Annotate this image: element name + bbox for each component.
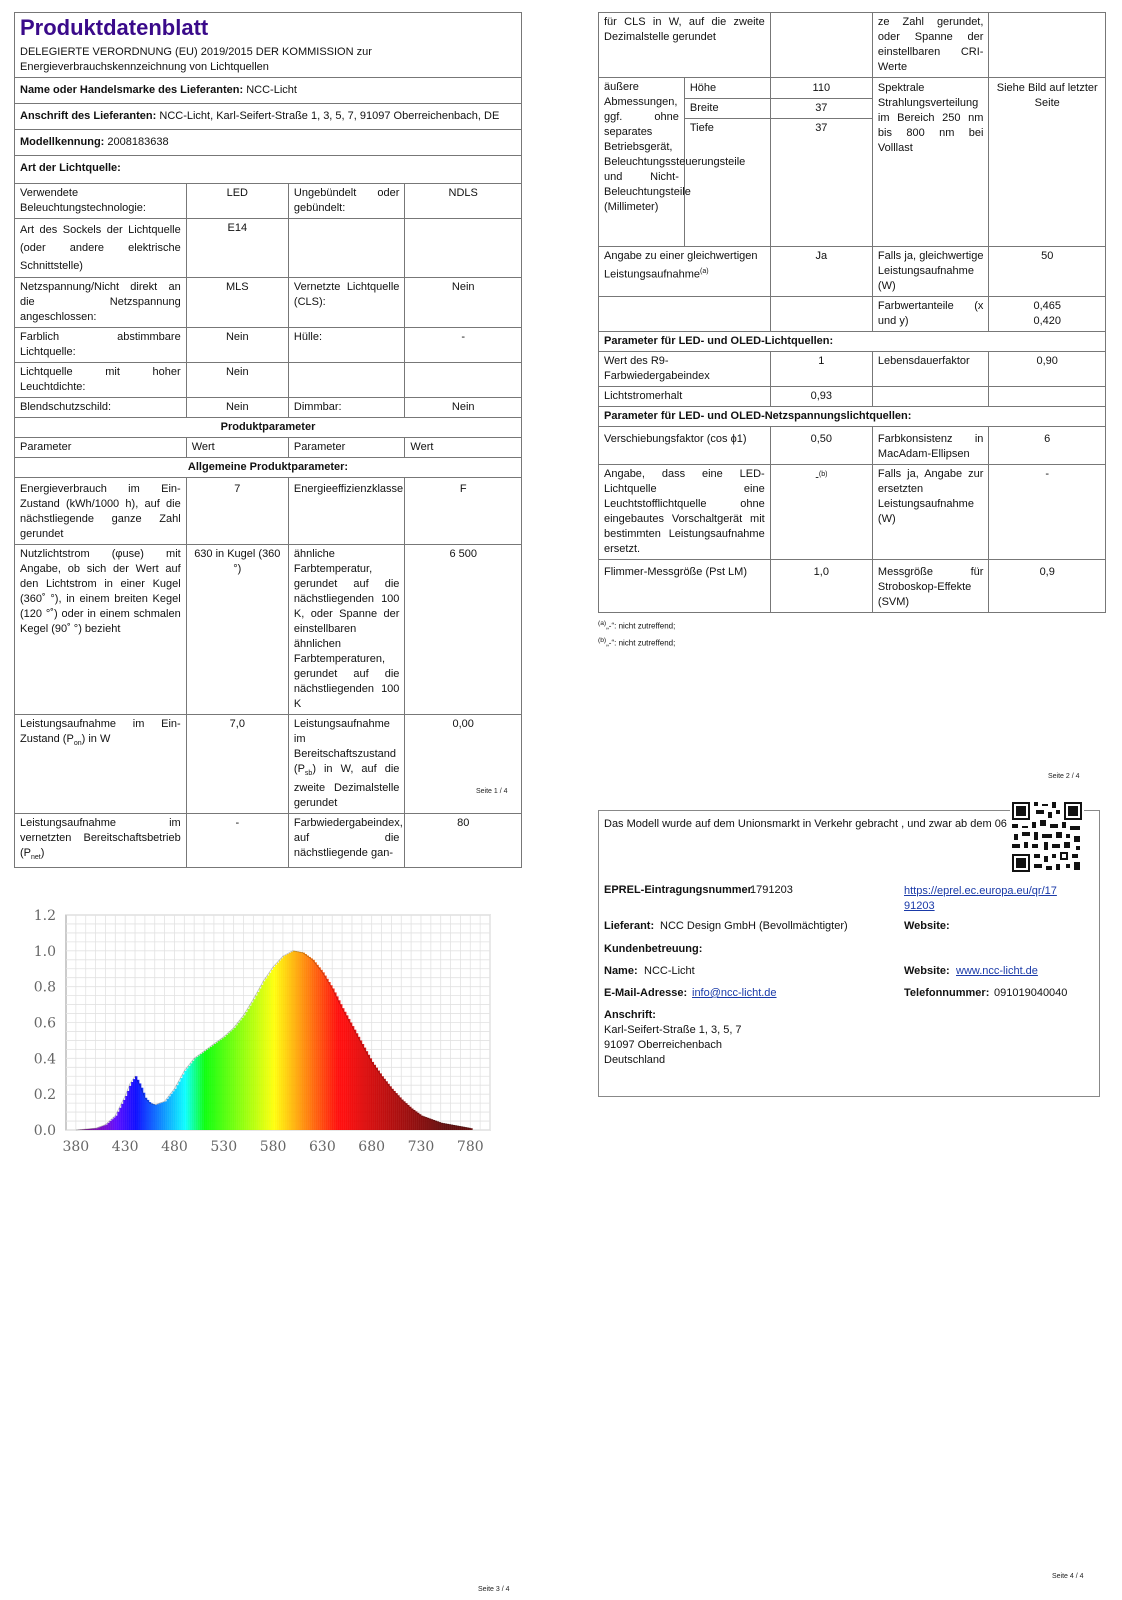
param-label: Energieverbrauch im Ein-Zustand (kWh/1000 h), auf die nächstliegende ganze Zahl gerundet bbox=[15, 478, 187, 545]
spec-value: LED bbox=[186, 184, 288, 219]
x-tick-label: 480 bbox=[161, 1139, 188, 1155]
param-label: Wert des R9-Farbwiedergabeindex bbox=[599, 352, 771, 387]
market-text: Das Modell wurde auf dem Unionsmarkt in Verkehr gebracht , und zwar ab dem 06 bbox=[604, 818, 1007, 830]
spec-param: Dimmbar: bbox=[288, 398, 405, 418]
param-label: Farbkonsistenz in MacAdam-Ellipsen bbox=[872, 427, 989, 465]
spec-value: - bbox=[405, 328, 522, 363]
spec-value bbox=[405, 219, 522, 278]
param-label: Farbwiedergabeindex, auf die nächstliegende gan- bbox=[288, 814, 405, 868]
param-value: 1,0 bbox=[770, 560, 872, 613]
x-tick-label: 380 bbox=[62, 1139, 90, 1155]
supplier-label: Lieferant: bbox=[604, 920, 655, 932]
param-label: Falls ja, Angabe zur ersetzten Leistungsaufnahme (W) bbox=[872, 465, 989, 560]
x-tick-label: 680 bbox=[358, 1139, 386, 1155]
param-value: 0,465 0,420 bbox=[989, 297, 1106, 332]
model-label: Modellkennung: bbox=[20, 136, 105, 148]
param-row bbox=[599, 352, 1106, 387]
page-number: Seite 3 / 4 bbox=[478, 1586, 510, 1593]
section-general-params: Allgemeine Produktparameter: bbox=[15, 458, 522, 478]
param-value: 1 bbox=[770, 352, 872, 387]
page-number: Seite 2 / 4 bbox=[1048, 773, 1080, 780]
param-value: 0,9 bbox=[989, 560, 1106, 613]
spec-param: Blendschutzschild: bbox=[15, 398, 187, 418]
section-mains-params: Parameter für LED- und OLED-Netzspannungslichtquellen: bbox=[599, 407, 1106, 427]
footnotes bbox=[598, 617, 1106, 650]
param-value: 80 bbox=[405, 814, 522, 868]
x-tick-label: 430 bbox=[111, 1139, 139, 1155]
spec-row bbox=[15, 184, 522, 219]
param-row bbox=[15, 478, 522, 545]
dim-value: 110 bbox=[770, 78, 872, 99]
spec-value: MLS bbox=[186, 278, 288, 328]
spec-value: Nein bbox=[405, 278, 522, 328]
dims-row bbox=[599, 78, 1106, 99]
param-label: ze Zahl gerundet, oder Spanne der einstellbaren CRI-Werte bbox=[872, 13, 989, 78]
spec-value: E14 bbox=[186, 219, 288, 278]
x-tick-label: 730 bbox=[407, 1139, 435, 1155]
spec-value: NDLS bbox=[405, 184, 522, 219]
param-label: Messgröße für Stroboskop-Effekte (SVM) bbox=[872, 560, 989, 613]
param-value: 0,90 bbox=[989, 352, 1106, 387]
spec-param: Farblich abstimmbare Lichtquelle: bbox=[15, 328, 187, 363]
address-label: Anschrift: bbox=[604, 1009, 656, 1021]
spectrum-bar bbox=[470, 1128, 472, 1130]
param-value: Ja bbox=[770, 247, 872, 297]
section-product-params: Produktparameter bbox=[15, 418, 522, 438]
dim-name: Tiefe bbox=[684, 119, 770, 247]
website-link[interactable]: www.ncc-licht.de bbox=[956, 965, 1038, 977]
param-label: Lebensdauerfaktor bbox=[872, 352, 989, 387]
param-label: Verschiebungsfaktor (cos ϕ1) bbox=[599, 427, 771, 465]
y-tick-label: 1.2 bbox=[33, 908, 56, 924]
spec-param: Art des Sockels der Lichtquelle (oder andere elektrische Schnittstelle) bbox=[15, 219, 187, 278]
datasheet-table-2 bbox=[598, 12, 1106, 613]
address-block: Karl-Seifert-Straße 1, 3, 5, 7 91097 Oberreichenbach Deutschland bbox=[604, 1024, 742, 1066]
param-label: Falls ja, gleichwertige Leistungsaufnahme (W) bbox=[872, 247, 989, 297]
param-row bbox=[599, 247, 1106, 297]
y-tick-label: 0.6 bbox=[33, 1015, 56, 1032]
email-link[interactable]: info@ncc-licht.de bbox=[692, 987, 777, 999]
column-header-row bbox=[15, 438, 522, 458]
param-value: 0,93 bbox=[770, 387, 872, 407]
param-value: 7 bbox=[186, 478, 288, 545]
website-label: Website: bbox=[904, 920, 950, 932]
param-value: - bbox=[186, 814, 288, 868]
y-tick-label: 0.4 bbox=[33, 1051, 56, 1068]
phone-value: 091019040040 bbox=[994, 987, 1068, 999]
customer-service-label: Kundenbetreuung: bbox=[604, 943, 703, 955]
spectrum-chart bbox=[14, 810, 524, 1170]
page-1 bbox=[14, 12, 522, 862]
param-label: Nutzlichtstrom (φuse) mit Angabe, ob sich der Wert auf den Lichtstrom in einer Kugel (360˚ °), in einem breiten Kegel (120 °˚) oder in einem schmalen Kegel (90˚ °) bezieht bbox=[15, 545, 187, 715]
spec-param: Lichtquelle mit hoher Leuchtdichte: bbox=[15, 363, 187, 398]
spec-value bbox=[405, 363, 522, 398]
supplier-name-label: Name oder Handelsmarke des Lieferanten: bbox=[20, 84, 244, 96]
spec-param: Ungebündelt oder gebündelt: bbox=[288, 184, 405, 219]
spec-row bbox=[15, 278, 522, 328]
param-row bbox=[599, 387, 1106, 407]
spec-row bbox=[15, 363, 522, 398]
page-2 bbox=[598, 12, 1106, 782]
website2-label: Website: bbox=[904, 965, 950, 977]
spd-label: Spektrale Strahlungsverteilung im Bereich 250 nm bis 800 nm bei Volllast bbox=[872, 78, 989, 247]
supplier-address: NCC-Licht, Karl-Seifert-Straße 1, 3, 5, 7, 91097 Oberreichenbach, DE bbox=[159, 110, 500, 122]
datasheet-table-1 bbox=[14, 12, 522, 868]
spec-value: Nein bbox=[405, 398, 522, 418]
param-value: -$^{(b)}$ bbox=[770, 465, 872, 560]
param-label: für CLS in W, auf die zweite Dezimalstelle gerundet bbox=[599, 13, 771, 78]
spec-row bbox=[15, 398, 522, 418]
col-value-header: Wert bbox=[405, 438, 522, 458]
name-label: Name: bbox=[604, 965, 638, 977]
section-led-params: Parameter für LED- und OLED-Lichtquellen: bbox=[599, 332, 1106, 352]
page-3 bbox=[14, 810, 524, 1593]
spec-param: Hülle: bbox=[288, 328, 405, 363]
y-tick-label: 0.8 bbox=[33, 979, 56, 996]
page-title: Produktdatenblatt bbox=[20, 15, 209, 40]
page-number: Seite 4 / 4 bbox=[1052, 1573, 1084, 1580]
param-row bbox=[599, 465, 1106, 560]
dim-name: Breite bbox=[684, 99, 770, 119]
dim-value: 37 bbox=[770, 119, 872, 247]
param-label: Flimmer-Messgröße (Pst LM) bbox=[599, 560, 771, 613]
eprel-number: 1791203 bbox=[750, 884, 793, 896]
param-value: 50 bbox=[989, 247, 1106, 297]
x-tick-label: 630 bbox=[309, 1139, 336, 1155]
param-value: 0,50 bbox=[770, 427, 872, 465]
spec-value: Nein bbox=[186, 363, 288, 398]
spec-param: Vernetzte Lichtquelle (CLS): bbox=[288, 278, 405, 328]
name-value: NCC-Licht bbox=[644, 965, 695, 977]
supplier-name: NCC-Licht bbox=[246, 84, 297, 96]
spec-param: Netzspannung/Nicht direkt an die Netzspannung angeschlossen: bbox=[15, 278, 187, 328]
param-value: - bbox=[989, 465, 1106, 560]
eprel-link[interactable]: https://eprel.ec.europa.eu/qr/17 91203 bbox=[904, 885, 1057, 912]
param-row bbox=[599, 13, 1106, 78]
x-tick-label: 530 bbox=[210, 1139, 238, 1155]
spec-value: Nein bbox=[186, 328, 288, 363]
regulation-text: DELEGIERTE VERORDNUNG (EU) 2019/2015 DER KOMMISSION zur Energieverbrauchskennzeichnung von Lichtquellen bbox=[15, 41, 522, 78]
supplier-address-label: Anschrift des Lieferanten: bbox=[20, 110, 157, 122]
param-value: 0,00 bbox=[405, 715, 522, 814]
param-label: Farbwertanteile (x und y) bbox=[872, 297, 989, 332]
y-tick-label: 1.0 bbox=[33, 943, 56, 960]
param-row bbox=[15, 715, 522, 814]
param-row bbox=[15, 545, 522, 715]
spec-param bbox=[288, 363, 405, 398]
supplier-value: NCC Design GmbH (Bevollmächtigter) bbox=[660, 920, 848, 932]
y-tick-label: 0.0 bbox=[33, 1123, 56, 1139]
param-label: Lichtstromerhalt bbox=[599, 387, 771, 407]
spec-param bbox=[288, 219, 405, 278]
page-number: Seite 1 / 4 bbox=[476, 788, 508, 795]
spec-row bbox=[15, 219, 522, 278]
param-row bbox=[599, 297, 1106, 332]
param-value: 630 in Kugel (360 °) bbox=[186, 545, 288, 715]
x-tick-label: 580 bbox=[259, 1139, 287, 1155]
footnote-b: $^{(b)}$„-“: nicht zutreffend; bbox=[598, 636, 676, 648]
param-value: F bbox=[405, 478, 522, 545]
param-value: 6 bbox=[989, 427, 1106, 465]
footnote-a: $^{(a)}$„-“: nicht zutreffend; bbox=[598, 620, 676, 631]
spec-value: Nein bbox=[186, 398, 288, 418]
param-value: 7,0 bbox=[186, 715, 288, 814]
page-4 bbox=[598, 810, 1108, 1590]
param-label: Angabe zu einer gleichwertigen Leistungsaufnahme$^{(a)}$ bbox=[599, 247, 771, 297]
param-row bbox=[599, 427, 1106, 465]
model-id: 2008183638 bbox=[107, 136, 169, 148]
param-label: Energieeffizienzklasse bbox=[288, 478, 405, 545]
param-label: Leistungsaufnahme im vernetzten Bereitschaftsbetrieb $(P_{net})$ bbox=[15, 814, 187, 868]
spec-param: Verwendete Beleuchtungstechnologie: bbox=[15, 184, 187, 219]
spec-row bbox=[15, 328, 522, 363]
col-param-header: Parameter bbox=[15, 438, 187, 458]
x-tick-label: 780 bbox=[456, 1139, 484, 1155]
col-value-header: Wert bbox=[186, 438, 288, 458]
phone-label: Telefonnummer: bbox=[904, 987, 990, 999]
spd-value: Siehe Bild auf letzter Seite bbox=[989, 78, 1106, 247]
dim-name: Höhe bbox=[684, 78, 770, 99]
param-label: Leistungsaufnahme im Ein-Zustand $(P_{on})$ in W bbox=[15, 715, 187, 814]
y-tick-label: 0.2 bbox=[33, 1087, 56, 1104]
param-label: ähnliche Farbtemperatur, gerundet auf die nächstliegenden 100 K, oder Spanne der einstellbaren ähnlichen Farbtemperaturen, gerundet auf die nächstliegenden 100 K bbox=[288, 545, 405, 715]
email-label: E-Mail-Adresse: bbox=[604, 987, 688, 999]
dim-value: 37 bbox=[770, 99, 872, 119]
dims-label: äußere Abmessungen, ggf. ohne separates Betriebsgerät, Beleuchtungssteuerungsteile und Nicht-Beleuchtungsteile (Millimeter) bbox=[599, 78, 685, 247]
eprel-label: EPREL-Eintragungsnummer bbox=[604, 884, 752, 896]
col-param-header: Parameter bbox=[288, 438, 405, 458]
qr-code-icon bbox=[1010, 800, 1084, 874]
param-row bbox=[599, 560, 1106, 613]
param-label: Angabe, dass eine LED-Lichtquelle eine Leuchtstofflichtquelle ohne eingebautes Vorschaltgerät mit bestimmten Leistungsaufnahme ersetzt. bbox=[599, 465, 771, 560]
param-value: 6 500 bbox=[405, 545, 522, 715]
param-label: Leistungsaufnahme im Bereitschaftszustand $(P_{sb})$ in W, auf die zweite Dezimalstelle gerundet bbox=[288, 715, 405, 814]
light-type-label: Art der Lichtquelle: bbox=[15, 156, 522, 184]
